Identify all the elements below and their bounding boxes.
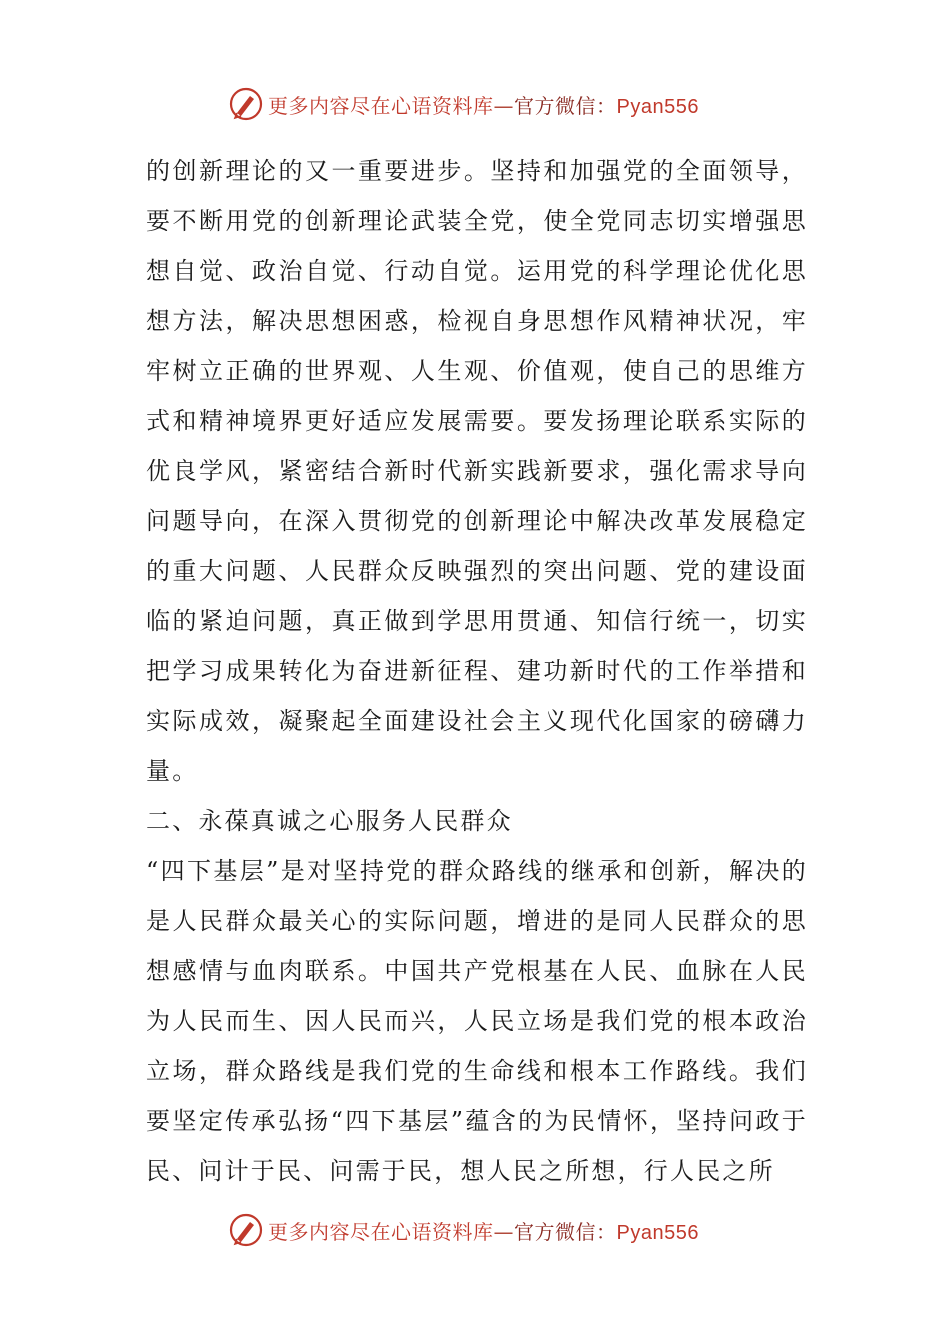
paragraph-2: “四下基层”是对坚持党的群众路线的继承和创新，解决的是人民群众最关心的实际问题，增进的是同人民群众的思想感情与血肉联系。中国共产党根基在人民、血脉在人民为人民而生、因人民而兴，人民立场是我们党的根本政治立场，群众路线是我们党的生命线和根本工作路线。我们要坚定传承弘扬“四下基层”蕴含的为民情怀，坚持问政于民、问计于民、问需于民，想人民之所想，行人民之所 <box>146 857 808 1185</box>
header-watermark <box>228 86 699 122</box>
pen-circle-logo-icon <box>228 1212 264 1248</box>
paragraph-1: 的创新理论的又一重要进步。坚持和加强党的全面领导，要不断用党的创新理论武装全党，使全党同志切实增强思想自觉、政治自觉、行动自觉。运用党的科学理论优化思想方法，解决思想困惑，检视自身思想作风精神状况，牢牢树立正确的世界观、人生观、价值观，使自己的思维方式和精神境界更好适应发展需要。要发扬理论联系实际的优良学风，紧密结合新时代新实践新要求，强化需求导向问题导向，在深入贯彻党的创新理论中解决改革发展稳定的重大问题、人民群众反映强烈的突出问题、党的建设面临的紧迫问题，真正做到学思用贯通、知信行统一，切实把学习成果转化为奋进新征程、建功新时代的工作举措和实际成效，凝聚起全面建设社会主义现代化国家的磅礴力量。 <box>146 157 808 785</box>
footer-watermark <box>228 1212 699 1248</box>
watermark-brand: 更多内容尽在心语资料库 <box>268 1219 494 1244</box>
watermark-label: 官方微信： <box>514 93 617 118</box>
pen-circle-logo-icon <box>228 86 264 122</box>
watermark-text <box>268 90 699 119</box>
watermark-text <box>268 1216 699 1245</box>
section-heading: 二、永葆真诚之心服务人民群众 <box>146 807 513 835</box>
watermark-wechat-id: Pyan556 <box>616 95 699 118</box>
watermark-dash: — <box>493 93 514 118</box>
watermark-wechat-id: Pyan556 <box>616 1221 699 1244</box>
document-body <box>146 146 808 1196</box>
watermark-brand: 更多内容尽在心语资料库 <box>268 93 494 118</box>
watermark-dash: — <box>493 1219 514 1244</box>
watermark-label: 官方微信： <box>514 1219 617 1244</box>
